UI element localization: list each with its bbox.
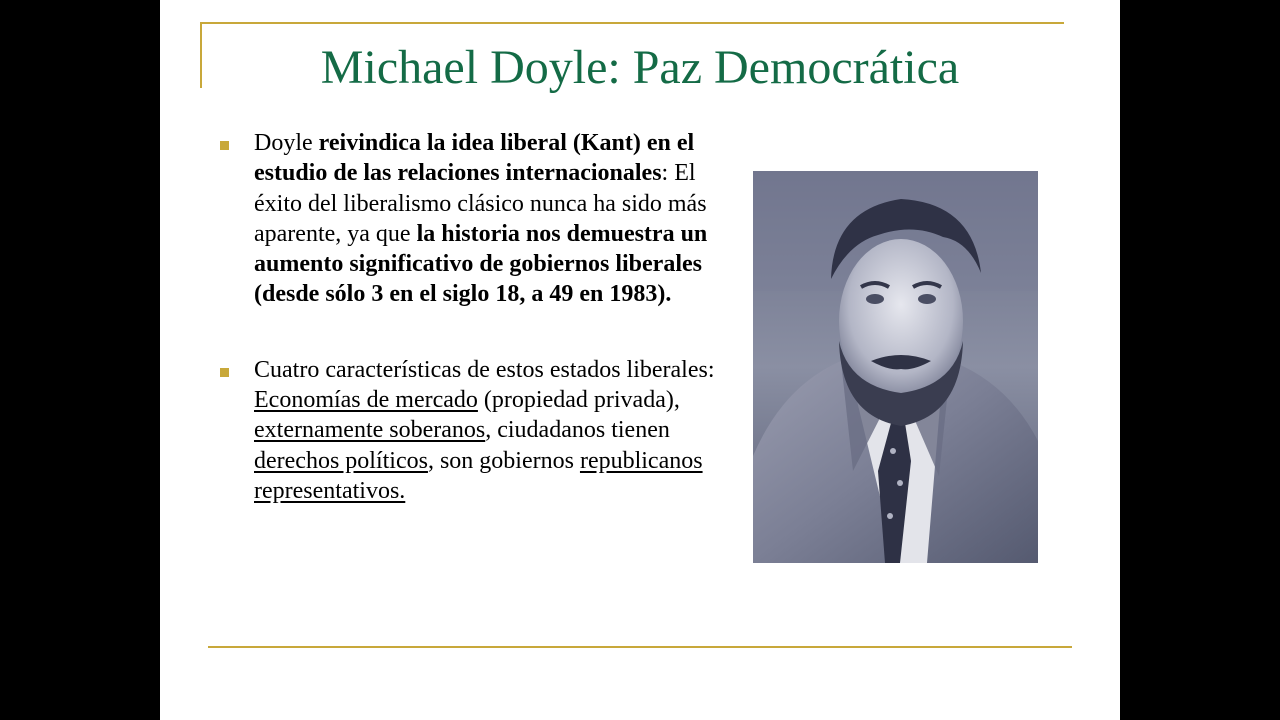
bullet-item-2 xyxy=(216,355,726,506)
frame-top-line xyxy=(200,22,1064,24)
text-segment: Doyle xyxy=(254,130,319,156)
bold-text-segment: reivindica la idea liberal (Kant) en el estudio de las relaciones internacionales xyxy=(254,130,695,187)
square-bullet-icon xyxy=(220,141,229,150)
square-bullet-icon xyxy=(220,368,229,377)
slide xyxy=(160,0,1120,720)
underlined-text-segment: Economías de mercado xyxy=(254,387,478,414)
portrait-photo xyxy=(753,171,1038,563)
slide-body xyxy=(216,128,726,506)
bullet-item-1 xyxy=(216,128,726,310)
frame-bottom-line xyxy=(208,646,1072,648)
text-segment: , ciudadanos tienen xyxy=(485,417,670,444)
underlined-text-segment: derechos políticos xyxy=(254,447,428,474)
underlined-text-segment: republicanos representativos. xyxy=(254,447,703,504)
text-segment: (propiedad privada), xyxy=(477,387,680,414)
bullet-text xyxy=(254,130,707,307)
text-segment: Cuatro características de estos estados liberales: xyxy=(254,356,715,383)
slide-title: Michael Doyle: Paz Democrática xyxy=(320,41,960,94)
bold-text-segment: la historia nos demuestra un aumento significativo de gobiernos liberales (desde sólo 3 en el siglo 18, a 49 en 1983). xyxy=(254,220,708,308)
bullet-text xyxy=(254,357,715,504)
text-segment: , son gobiernos xyxy=(427,447,580,474)
text-segment: : El éxito del liberalismo clásico nunca ha sido más aparente, ya que xyxy=(254,160,707,247)
underlined-text-segment: externamente soberanos xyxy=(254,417,486,444)
